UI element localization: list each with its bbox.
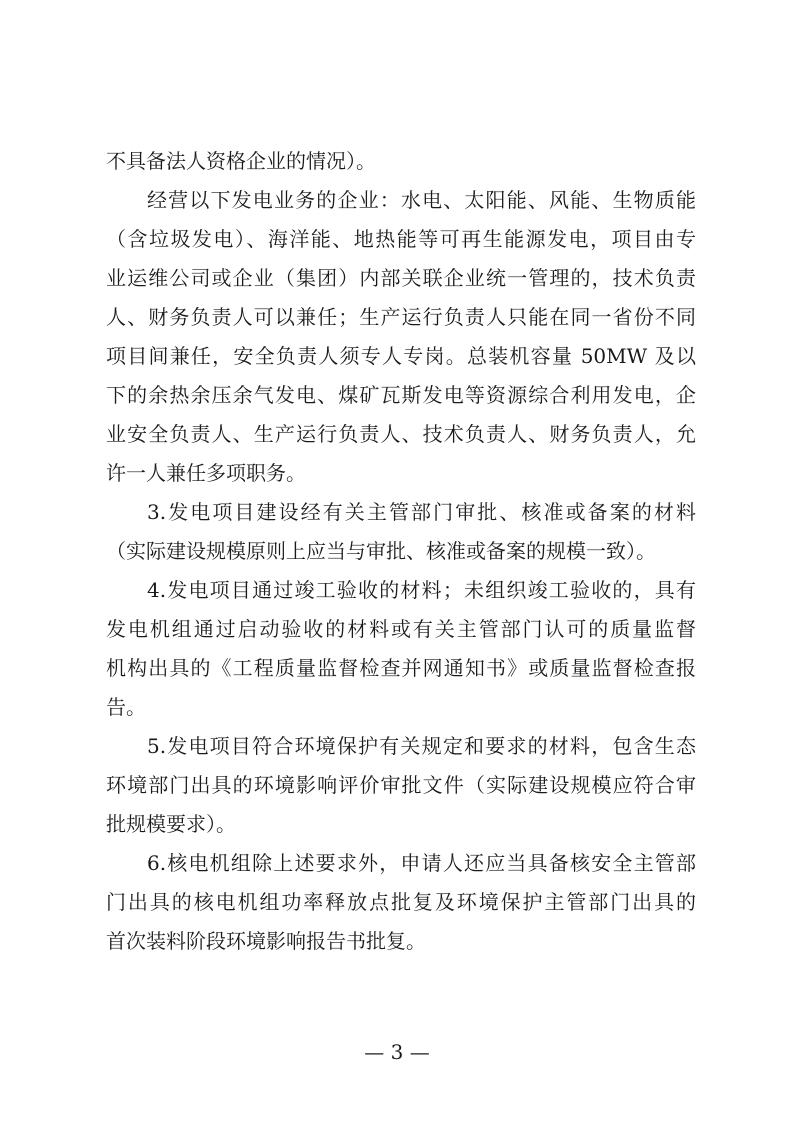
text-line: 首次装料阶段环境影响报告书批复。 xyxy=(106,929,426,953)
text-line: 不具备法人资格企业的情况）。 xyxy=(106,149,376,173)
paragraph-continuation xyxy=(106,142,696,181)
paragraph-item-5 xyxy=(106,727,696,844)
text-line: （含垃圾发电）、海洋能、地热能等可再生能源发电，项目由专 xyxy=(106,227,696,251)
text-line: 机构出具的《工程质量监督检查并网通知书》或质量监督检查报 xyxy=(106,656,696,680)
text-line: 4.发电项目通过竣工验收的材料；未组织竣工验收的，具有 xyxy=(147,578,696,602)
text-line: （实际建设规模原则上应当与审批、核准或备案的规模一致）。 xyxy=(106,539,656,563)
text-line: 发电机组通过启动验收的材料或有关主管部门认可的质量监督 xyxy=(106,617,696,641)
page-number: — 3 — xyxy=(364,1040,430,1064)
text-line: 告。 xyxy=(106,695,146,719)
text-line: 人、财务负责人可以兼任；生产运行负责人只能在同一省份不同 xyxy=(106,305,696,329)
text-line: 项目间兼任，安全负责人须专人专岗。总装机容量 50MW 及以 xyxy=(106,344,696,368)
text-line: 经营以下发电业务的企业：水电、太阳能、风能、生物质能 xyxy=(147,188,696,212)
text-line: 下的余热余压余气发电、煤矿瓦斯发电等资源综合利用发电，企 xyxy=(106,383,696,407)
text-line: 业安全负责人、生产运行负责人、技术负责人、财务负责人，允 xyxy=(106,422,696,446)
document-body xyxy=(106,142,696,961)
text-line: 6.核电机组除上述要求外，申请人还应当具备核安全主管部 xyxy=(147,851,696,875)
text-line: 门出具的核电机组功率释放点批复及环境保护主管部门出具的 xyxy=(106,890,696,914)
paragraph-item-4 xyxy=(106,571,696,727)
text-line: 许一人兼任多项职务。 xyxy=(106,461,306,485)
text-line: 批规模要求）。 xyxy=(106,812,236,836)
paragraph-item-3 xyxy=(106,493,696,571)
text-line: 业运维公司或企业（集团）内部关联企业统一管理的，技术负责 xyxy=(106,266,696,290)
text-line: 5.发电项目符合环境保护有关规定和要求的材料，包含生态 xyxy=(147,734,696,758)
text-line: 环境部门出具的环境影响评价审批文件（实际建设规模应符合审 xyxy=(106,773,696,797)
paragraph-item-6 xyxy=(106,844,696,961)
paragraph-power-enterprises xyxy=(106,181,696,493)
text-line: 3.发电项目建设经有关主管部门审批、核准或备案的材料 xyxy=(147,500,696,524)
